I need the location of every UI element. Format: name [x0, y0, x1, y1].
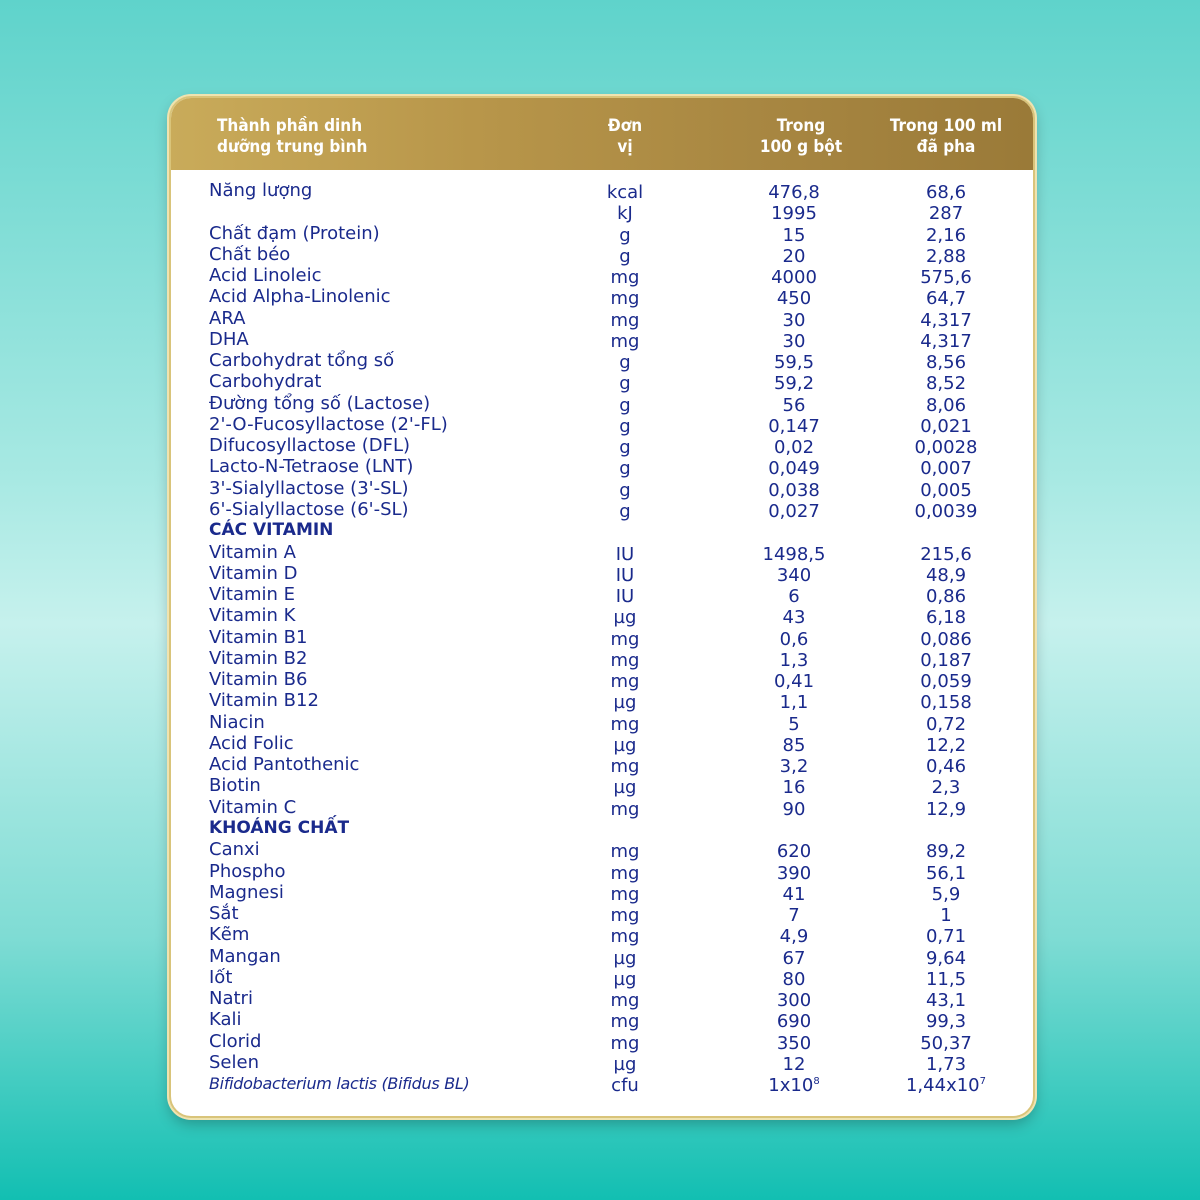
- value-per-100g: 90: [782, 798, 806, 820]
- value-per-100ml: 99,3: [925, 1011, 967, 1033]
- nutrient-name: Difucosyllactose (DFL): [209, 435, 411, 457]
- nutrient-unit: g: [619, 479, 631, 501]
- table-row: [171, 350, 1033, 374]
- value-per-100ml: 6,18: [925, 607, 967, 629]
- value-per-100g: 300: [776, 990, 812, 1012]
- nutrient-name: Bifidobacterium lactis (Bifidus BL): [209, 1074, 470, 1094]
- nutrient-unit: IU: [615, 543, 635, 565]
- table-row: [171, 1073, 1033, 1097]
- section-heading-row: [171, 520, 1033, 541]
- table-row: [171, 946, 1033, 967]
- nutrient-name: Vitamin C: [209, 796, 297, 818]
- table-row: [171, 1009, 1033, 1033]
- nutrient-unit: mg: [610, 1032, 640, 1054]
- nutrient-unit: mg: [610, 756, 640, 778]
- exponent: 8: [813, 1076, 820, 1088]
- table-row: [171, 839, 1033, 863]
- table-row: [171, 605, 1033, 629]
- value-per-100g: 1995: [771, 203, 817, 225]
- nutrient-name: CÁC VITAMIN: [209, 520, 334, 541]
- value-per-100ml: 287: [928, 203, 964, 225]
- value-per-100ml: 2,3: [931, 777, 961, 799]
- nutrient-unit: g: [619, 394, 631, 416]
- table-row: [171, 456, 1033, 480]
- table-row: [171, 435, 1033, 459]
- value-per-100g: 30: [782, 330, 806, 352]
- nutrient-unit: g: [619, 245, 631, 267]
- value-per-100g: 390: [776, 862, 812, 884]
- nutrient-unit: mg: [610, 905, 640, 927]
- value-per-100g: 4,9: [779, 926, 809, 948]
- nutrient-name: Vitamin B12: [209, 690, 319, 712]
- value-per-100ml: 0,71: [925, 926, 967, 948]
- value-per-100g: 85: [782, 734, 806, 756]
- table-row: [171, 286, 1033, 310]
- nutrient-name: Mangan: [209, 945, 281, 967]
- nutrient-name: Iốt: [209, 966, 233, 988]
- value-per-100ml: 12,9: [925, 798, 967, 820]
- value-per-100g: 15: [782, 224, 806, 246]
- value-per-100ml: 0,059: [920, 671, 972, 693]
- table-row: [171, 542, 1033, 563]
- nutrient-name: Kali: [209, 1009, 242, 1031]
- nutrient-name: Canxi: [209, 839, 260, 861]
- value-per-100g: 0,6: [779, 628, 809, 650]
- nutrient-name: Vitamin B6: [209, 669, 308, 691]
- table-row: [171, 627, 1033, 648]
- value-per-100g: 67: [782, 947, 806, 969]
- exponent: 7: [979, 1076, 986, 1088]
- table-row: [171, 201, 1033, 225]
- value-per-100ml: 0,86: [925, 586, 967, 608]
- value-per-100ml: 575,6: [920, 267, 972, 289]
- nutrient-name: Năng lượng: [209, 180, 313, 201]
- nutrition-card: [169, 96, 1035, 1118]
- table-row: [171, 1052, 1033, 1073]
- nutrient-name: 6'-Sialyllactose (6'-SL): [209, 498, 409, 520]
- nutrient-unit: µg: [613, 692, 637, 714]
- value-per-100ml: $1,44x10^7$: [905, 1075, 986, 1097]
- value-per-100g: $1x10^8$: [768, 1075, 820, 1097]
- value-per-100g: 59,2: [773, 373, 815, 395]
- value-per-100ml: 9,64: [925, 947, 967, 969]
- table-row: [171, 733, 1033, 754]
- nutrient-name: Phospho: [209, 860, 286, 882]
- nutrient-name: Đường tổng số (Lactose): [209, 392, 431, 414]
- header-per-100g: Trong 100 g bột: [759, 116, 843, 157]
- nutrient-unit: mg: [610, 990, 640, 1012]
- nutrient-unit: µg: [613, 734, 637, 756]
- value-per-100g: 41: [782, 883, 806, 905]
- nutrient-name: Carbohydrat: [209, 371, 322, 393]
- value-per-100ml: 0,007: [920, 458, 972, 480]
- nutrition-table-body: [171, 180, 1033, 1097]
- nutrient-unit: IU: [615, 586, 635, 608]
- value-per-100ml: 0,086: [920, 628, 972, 650]
- value-per-100ml: 0,72: [925, 713, 967, 735]
- nutrient-name: Biotin: [209, 775, 261, 797]
- nutrient-name: Acid Linoleic: [209, 265, 322, 287]
- nutrient-unit: mg: [610, 330, 640, 352]
- nutrient-name: KHOÁNG CHẤT: [209, 817, 350, 838]
- value-per-100g: 4000: [771, 267, 817, 289]
- nutrient-name: Selen: [209, 1051, 259, 1073]
- nutrient-unit: mg: [610, 862, 640, 884]
- value-per-100g: 7: [788, 905, 800, 927]
- value-per-100g: 0,147: [768, 415, 820, 437]
- table-row: [171, 414, 1033, 435]
- table-row: [171, 967, 1033, 988]
- nutrient-name: Vitamin B2: [209, 647, 308, 669]
- nutrient-unit: g: [619, 373, 631, 395]
- value-per-100g: 1498,5: [762, 543, 826, 565]
- nutrient-name: Acid Alpha-Linolenic: [209, 286, 391, 308]
- table-row: [171, 244, 1033, 265]
- value-per-100g: 43: [782, 607, 806, 629]
- nutrient-unit: g: [619, 500, 631, 522]
- nutrient-name: Vitamin D: [209, 562, 298, 584]
- nutrient-unit: mg: [610, 713, 640, 735]
- value-per-100ml: 0,005: [920, 479, 972, 501]
- value-per-100g: 476,8: [768, 182, 820, 203]
- table-row: [171, 499, 1033, 520]
- header-nutrient: Thành phần dinh dưỡng trung bình: [217, 116, 368, 157]
- table-row: [171, 371, 1033, 395]
- nutrient-name: Chất béo: [209, 243, 291, 265]
- nutrient-name: Kẽm: [209, 924, 250, 946]
- value-per-100g: 80: [782, 968, 806, 990]
- value-per-100ml: 0,158: [920, 692, 972, 714]
- value-per-100ml: 8,52: [925, 373, 967, 395]
- nutrient-name: ARA: [209, 307, 246, 329]
- nutrient-unit: g: [619, 352, 631, 374]
- nutrient-name: DHA: [209, 328, 249, 350]
- value-per-100g: 450: [776, 288, 812, 310]
- nutrient-name: Natri: [209, 988, 253, 1010]
- value-per-100g: 0,027: [768, 500, 820, 522]
- table-row: [171, 393, 1033, 414]
- value-per-100ml: 0,021: [920, 415, 972, 437]
- value-per-100ml: 0,187: [920, 649, 972, 671]
- value-per-100g: 6: [788, 586, 800, 608]
- value-per-100ml: 4,317: [920, 330, 972, 352]
- value-per-100g: 30: [782, 309, 806, 331]
- value-per-100ml: 8,06: [925, 394, 967, 416]
- header-unit: Đơn vị: [607, 116, 643, 157]
- value-per-100ml: 64,7: [925, 288, 967, 310]
- value-per-100ml: 2,88: [925, 245, 967, 267]
- value-per-100g: 3,2: [779, 756, 809, 778]
- value-per-100ml: 0,0028: [914, 437, 978, 459]
- value-per-100ml: 89,2: [925, 841, 967, 863]
- table-row: [171, 861, 1033, 882]
- value-per-100g: 0,02: [773, 437, 815, 459]
- table-row: [171, 669, 1033, 693]
- nutrient-unit: µg: [613, 777, 637, 799]
- value-per-100g: 56: [782, 394, 806, 416]
- table-row: [171, 329, 1033, 350]
- value-per-100ml: 56,1: [925, 862, 967, 884]
- value-per-100g: 620: [776, 841, 812, 863]
- value-per-100g: 59,5: [773, 352, 815, 374]
- nutrient-unit: µg: [613, 968, 637, 990]
- value-per-100ml: 215,6: [920, 543, 972, 565]
- nutrient-unit: kJ: [617, 203, 633, 225]
- table-header: [171, 98, 1033, 170]
- value-per-100g: 20: [782, 245, 806, 267]
- table-row: [171, 478, 1033, 499]
- nutrient-unit: mg: [610, 926, 640, 948]
- nutrient-name: Vitamin B1: [209, 626, 308, 648]
- nutrient-unit: µg: [613, 947, 637, 969]
- nutrient-name: Clorid: [209, 1030, 262, 1052]
- table-row: [171, 882, 1033, 903]
- header-per-100ml: Trong 100 ml đã pha: [889, 116, 1003, 157]
- table-row: [171, 924, 1033, 948]
- value-per-100g: 0,41: [773, 671, 815, 693]
- value-per-100g: 0,049: [768, 458, 820, 480]
- nutrient-unit: µg: [613, 607, 637, 629]
- nutrient-name: Acid Pantothenic: [209, 754, 360, 776]
- value-per-100g: 690: [776, 1011, 812, 1033]
- nutrient-unit: cfu: [611, 1075, 639, 1097]
- nutrient-unit: mg: [610, 798, 640, 820]
- table-row: [171, 988, 1033, 1012]
- value-per-100ml: 68,6: [925, 182, 967, 203]
- nutrient-unit: g: [619, 437, 631, 459]
- nutrient-unit: mg: [610, 288, 640, 310]
- nutrient-unit: µg: [613, 1053, 637, 1075]
- value-per-100ml: 1,73: [925, 1053, 967, 1075]
- nutrient-unit: mg: [610, 628, 640, 650]
- table-row: [171, 775, 1033, 799]
- value-per-100ml: 4,317: [920, 309, 972, 331]
- nutrient-name: Sắt: [209, 903, 239, 925]
- table-row: [171, 797, 1033, 818]
- table-row: [171, 223, 1033, 244]
- value-per-100ml: 11,5: [925, 968, 967, 990]
- section-heading-row: [171, 818, 1033, 839]
- nutrient-unit: kcal: [606, 182, 644, 203]
- nutrient-unit: g: [619, 415, 631, 437]
- table-row: [171, 308, 1033, 329]
- nutrient-name: 3'-Sialyllactose (3'-SL): [209, 477, 409, 499]
- value-per-100g: 16: [782, 777, 806, 799]
- table-row: [171, 1031, 1033, 1052]
- nutrient-name: Vitamin E: [209, 584, 296, 606]
- table-row: [171, 180, 1033, 201]
- table-row: [171, 903, 1033, 927]
- table-row: [171, 690, 1033, 714]
- value-per-100ml: 0,46: [925, 756, 967, 778]
- value-per-100ml: 50,37: [920, 1032, 972, 1054]
- nutrient-unit: IU: [615, 564, 635, 586]
- value-per-100g: 340: [776, 564, 812, 586]
- nutrient-unit: mg: [610, 671, 640, 693]
- nutrient-name: Vitamin A: [209, 541, 296, 563]
- value-per-100ml: 48,9: [925, 564, 967, 586]
- value-per-100ml: 1: [940, 905, 952, 927]
- table-row: [171, 712, 1033, 733]
- value-per-100ml: 0,0039: [914, 500, 978, 522]
- nutrient-unit: mg: [610, 267, 640, 289]
- value-per-100ml: 8,56: [925, 352, 967, 374]
- value-per-100ml: 2,16: [925, 224, 967, 246]
- value-per-100ml: 12,2: [925, 734, 967, 756]
- value-per-100g: 350: [776, 1032, 812, 1054]
- nutrient-unit: mg: [610, 841, 640, 863]
- value-per-100g: 1,3: [779, 649, 809, 671]
- nutrient-unit: mg: [610, 649, 640, 671]
- table-row: [171, 563, 1033, 584]
- nutrient-name: Carbohydrat tổng số: [209, 350, 395, 372]
- value-per-100g: 5: [788, 713, 800, 735]
- table-row: [171, 584, 1033, 608]
- nutrient-unit: mg: [610, 883, 640, 905]
- value-per-100g: 0,038: [768, 479, 820, 501]
- table-row: [171, 265, 1033, 289]
- nutrient-name: Acid Folic: [209, 732, 294, 754]
- value-per-100ml: 43,1: [925, 990, 967, 1012]
- nutrient-unit: mg: [610, 1011, 640, 1033]
- nutrient-unit: g: [619, 458, 631, 480]
- table-row: [171, 648, 1033, 669]
- nutrient-name: Magnesi: [209, 881, 284, 903]
- table-row: [171, 754, 1033, 778]
- value-per-100g: 1,1: [779, 692, 809, 714]
- value-per-100g: 12: [782, 1053, 806, 1075]
- nutrient-name: 2'-O-Fucosyllactose (2'-FL): [209, 413, 448, 435]
- nutrient-name: Vitamin K: [209, 605, 296, 627]
- nutrient-name: Chất đạm (Protein): [209, 222, 380, 244]
- nutrient-name: Niacin: [209, 711, 265, 733]
- nutrient-unit: mg: [610, 309, 640, 331]
- nutrient-unit: g: [619, 224, 631, 246]
- nutrient-name: Lacto-N-Tetraose (LNT): [209, 456, 414, 478]
- value-per-100ml: 5,9: [931, 883, 961, 905]
